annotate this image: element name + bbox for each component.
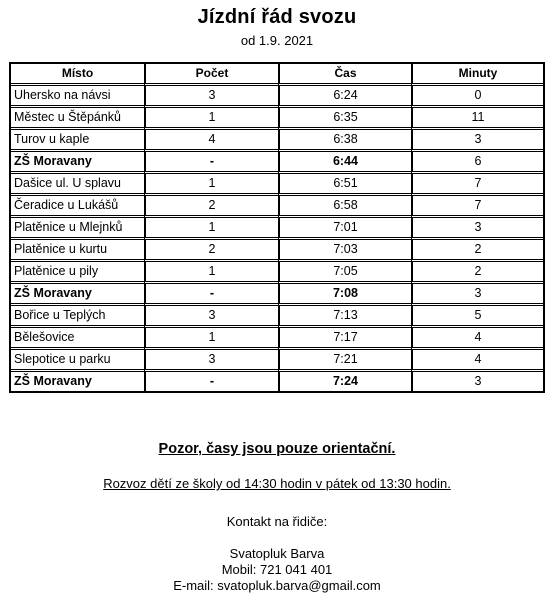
cell-count: - (144, 284, 278, 306)
table-row (11, 108, 543, 130)
cell-minutes: 2 (411, 240, 543, 262)
cell-count: 3 (144, 350, 278, 372)
cell-minutes: 5 (411, 306, 543, 328)
cell-place: Čeradice u Lukášů (11, 196, 144, 218)
cell-place: Turov u kaple (11, 130, 144, 152)
cell-count: 1 (144, 262, 278, 284)
document-subtitle: od 1.9. 2021 (240, 33, 314, 48)
cell-time: 7:08 (278, 284, 411, 306)
cell-minutes: 2 (411, 262, 543, 284)
cell-minutes: 4 (411, 328, 543, 350)
cell-count: 2 (144, 240, 278, 262)
cell-minutes: 11 (411, 108, 543, 130)
table-row (11, 174, 543, 196)
warning-text: Pozor, časy jsou pouze orientační. (158, 441, 396, 457)
cell-place: Bělešovice (11, 328, 144, 350)
cell-place: Bořice u Teplých (11, 306, 144, 328)
cell-count: 4 (144, 130, 278, 152)
cell-count: 3 (144, 86, 278, 108)
table-body (11, 86, 543, 391)
table-row (11, 284, 543, 306)
cell-time: 6:38 (278, 130, 411, 152)
cell-place: Uhersko na návsi (11, 86, 144, 108)
cell-place: ZŠ Moravany (11, 284, 144, 306)
cell-count: 1 (144, 328, 278, 350)
table-row (11, 372, 543, 391)
cell-time: 7:03 (278, 240, 411, 262)
cell-minutes: 3 (411, 372, 543, 391)
cell-time: 7:13 (278, 306, 411, 328)
cell-minutes: 7 (411, 174, 543, 196)
cell-place: Platěnice u pily (11, 262, 144, 284)
header-minutes: Minuty (411, 64, 543, 86)
cell-place: Platěnice u Mlejnků (11, 218, 144, 240)
header-count: Počet (144, 64, 278, 86)
cell-count: 1 (144, 174, 278, 196)
table-row (11, 306, 543, 328)
cell-count: - (144, 152, 278, 174)
cell-place: Slepotice u parku (11, 350, 144, 372)
cell-count: 3 (144, 306, 278, 328)
table-header-row (11, 64, 543, 86)
cell-place: ZŠ Moravany (14, 374, 92, 388)
cell-time: 6:58 (278, 196, 411, 218)
cell-minutes: 4 (411, 350, 543, 372)
schedule-table (9, 62, 545, 393)
table-row (11, 218, 543, 240)
cell-place: Platěnice u kurtu (11, 240, 144, 262)
cell-time: 6:24 (278, 86, 411, 108)
cell-place: Dašice ul. U splavu (11, 174, 144, 196)
table-row (11, 86, 543, 108)
driver-name: Svatopluk Barva (229, 546, 325, 561)
cell-place: ZŠ Moravany (11, 152, 144, 174)
driver-phone: Mobil: 721 041 401 (221, 562, 333, 577)
table-row (11, 152, 543, 174)
table-row (11, 240, 543, 262)
contact-block (0, 546, 554, 594)
cell-place: Městec u Štěpánků (11, 108, 144, 130)
cell-time: 7:01 (278, 218, 411, 240)
table-row (11, 262, 543, 284)
header-time: Čas (278, 64, 411, 86)
cell-minutes: 0 (411, 86, 543, 108)
cell-time: 7:05 (278, 262, 411, 284)
cell-time: 7:21 (278, 350, 411, 372)
cell-count: 1 (144, 108, 278, 130)
document-title: Jízdní řád svozu (197, 6, 357, 28)
table-row (11, 328, 543, 350)
table-row (11, 196, 543, 218)
driver-email: E-mail: svatopluk.barva@gmail.com (173, 578, 381, 593)
cell-count: - (144, 372, 278, 391)
table-row (11, 350, 543, 372)
cell-minutes: 6 (411, 152, 543, 174)
cell-time: 7:24 (278, 372, 411, 391)
cell-count: 1 (144, 218, 278, 240)
cell-minutes: 3 (411, 130, 543, 152)
cell-time: 6:35 (278, 108, 411, 130)
header-place: Místo (11, 64, 144, 86)
cell-minutes: 3 (411, 284, 543, 306)
table-row (11, 130, 543, 152)
cell-time: 6:44 (278, 152, 411, 174)
cell-time: 6:51 (278, 174, 411, 196)
cell-minutes: 7 (411, 196, 543, 218)
cell-minutes: 3 (411, 218, 543, 240)
cell-time: 7:17 (278, 328, 411, 350)
delivery-note: Rozvoz dětí ze školy od 14:30 hodin v pátek od 13:30 hodin. (103, 476, 451, 491)
cell-count: 2 (144, 196, 278, 218)
contact-heading: Kontakt na řidiče: (226, 514, 328, 529)
